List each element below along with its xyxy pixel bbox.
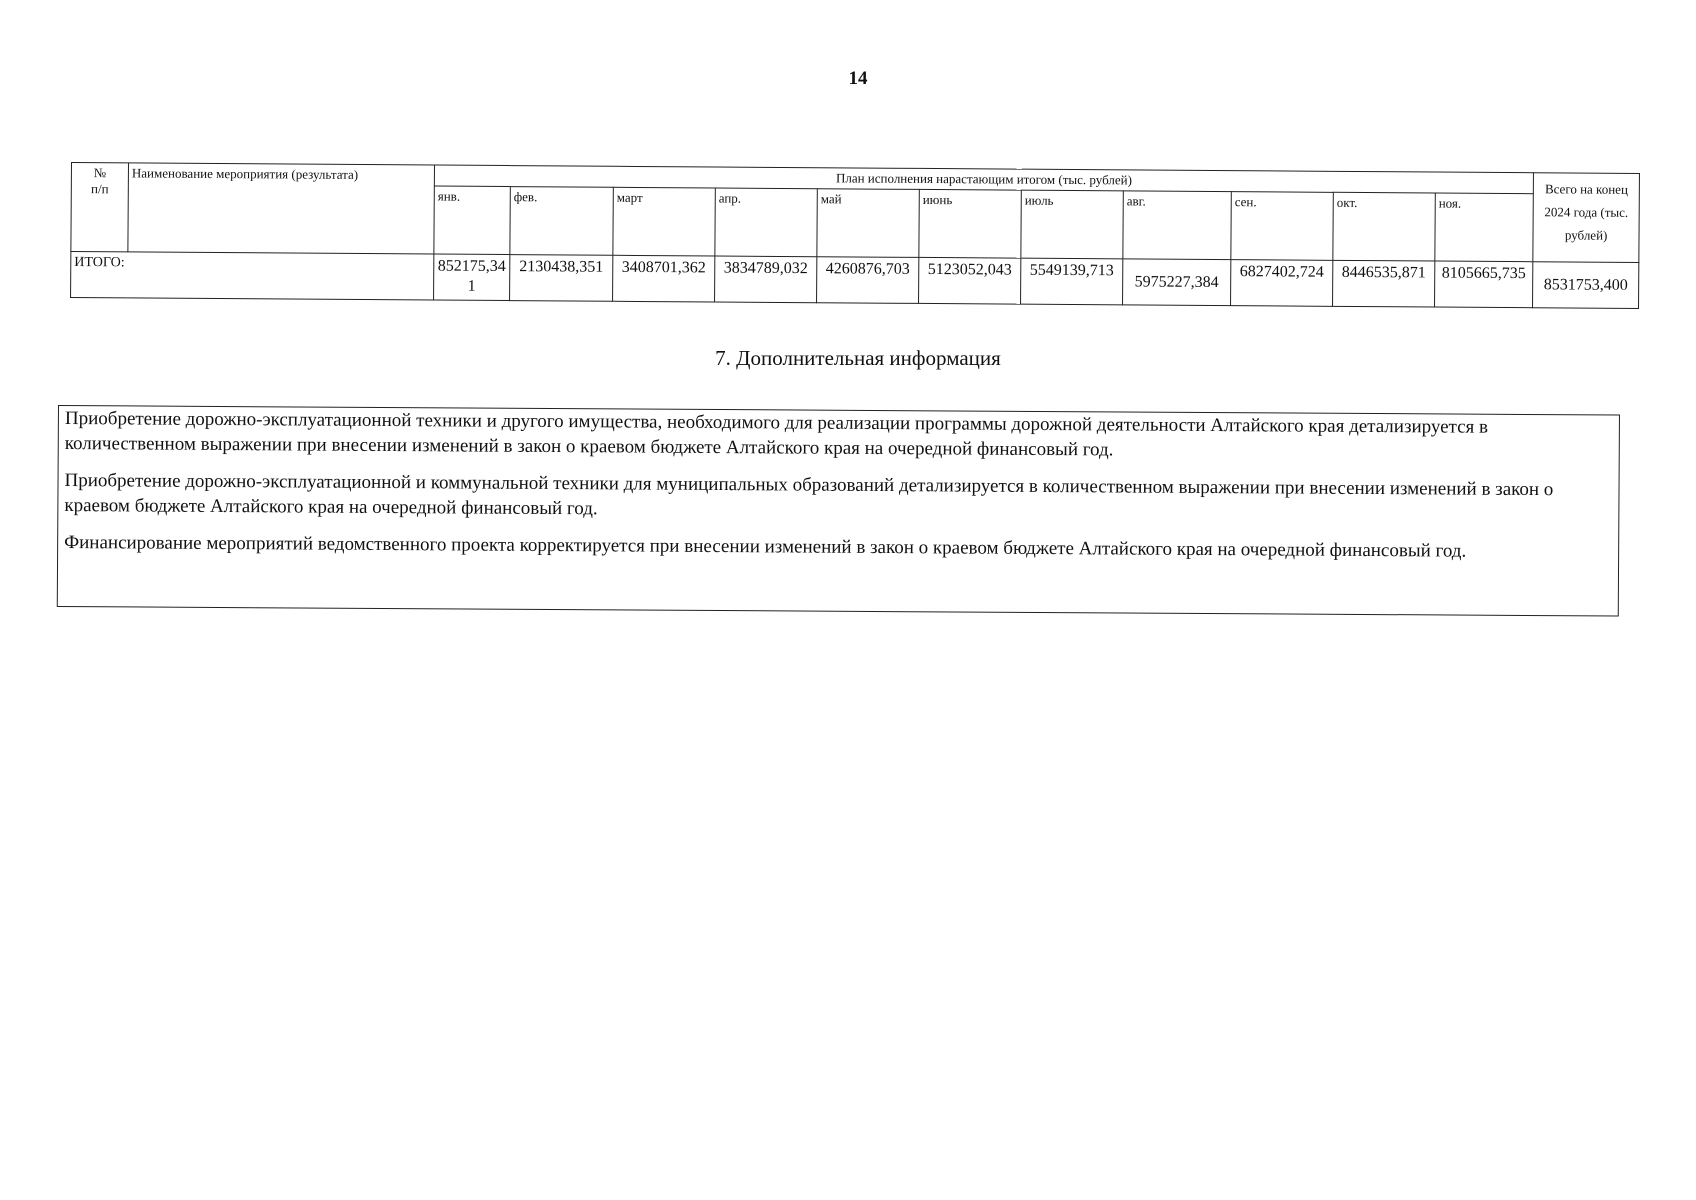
total-row-value: 852175,341 <box>434 254 510 301</box>
month-header: апр. <box>715 188 817 257</box>
month-header: июль <box>1021 190 1123 259</box>
month-header: авг. <box>1123 191 1231 260</box>
total-row-value: 5975227,384 <box>1123 259 1231 306</box>
month-header: июнь <box>919 189 1021 258</box>
total-header: Всего на конец 2024 года (тыс. рублей) <box>1533 173 1640 263</box>
total-row-value: 3408701,362 <box>613 255 715 302</box>
total-row-value: 8105665,735 <box>1435 261 1533 308</box>
info-paragraph: Приобретение дорожно-эксплуатационной техники и другого имущества, необходимого для реализации программы дорожной деятельности Алтайского края детализируется в количественном выражении при внесении изменений в закон о краевом бюджете Алтайского края на очередной финансовый год. <box>64 408 1489 461</box>
total-row-value: 3834789,032 <box>715 256 817 303</box>
total-row-value: 4260876,703 <box>817 257 919 304</box>
section-title: 7. Дополнительная информация <box>715 346 1001 370</box>
page-number: 14 <box>848 68 868 89</box>
month-header: сен. <box>1231 192 1333 261</box>
month-header: май <box>817 189 919 258</box>
month-header: окт. <box>1333 192 1435 261</box>
info-paragraph: Приобретение дорожно-эксплуатационной и коммунальной техники для муниципальных образований детализируется в количественном выражении при внесении изменений в закон о краевом бюджете Алтайского края на очередной финансовый год. <box>64 470 1554 520</box>
additional-info-box <box>57 405 1620 617</box>
plan-table <box>70 162 1640 309</box>
total-row-value: 5549139,713 <box>1021 258 1123 305</box>
month-header: март <box>613 187 715 256</box>
total-row-value: 5123052,043 <box>919 257 1021 304</box>
num-header: № п/п <box>71 163 129 252</box>
name-header: Наименование мероприятия (результата) <box>128 163 435 254</box>
plan-header: План исполнения нарастающим итогом (тыс. рублей) <box>434 165 1533 194</box>
total-row-value: 6827402,724 <box>1231 260 1333 307</box>
month-header: фев. <box>510 187 613 256</box>
total-row-label: ИТОГО: <box>71 252 434 301</box>
month-header: ноя. <box>1435 193 1534 262</box>
month-header: янв. <box>434 186 510 255</box>
info-paragraph: Финансирование мероприятий ведомственного проекта корректируется при внесении изменений в закон о краевом бюджете Алтайского края на очередной финансовый год. <box>64 532 1467 562</box>
total-row-grand-total: 8531753,400 <box>1533 262 1639 309</box>
total-row-value: 2130438,351 <box>510 255 613 302</box>
total-row-value: 8446535,871 <box>1333 260 1435 307</box>
